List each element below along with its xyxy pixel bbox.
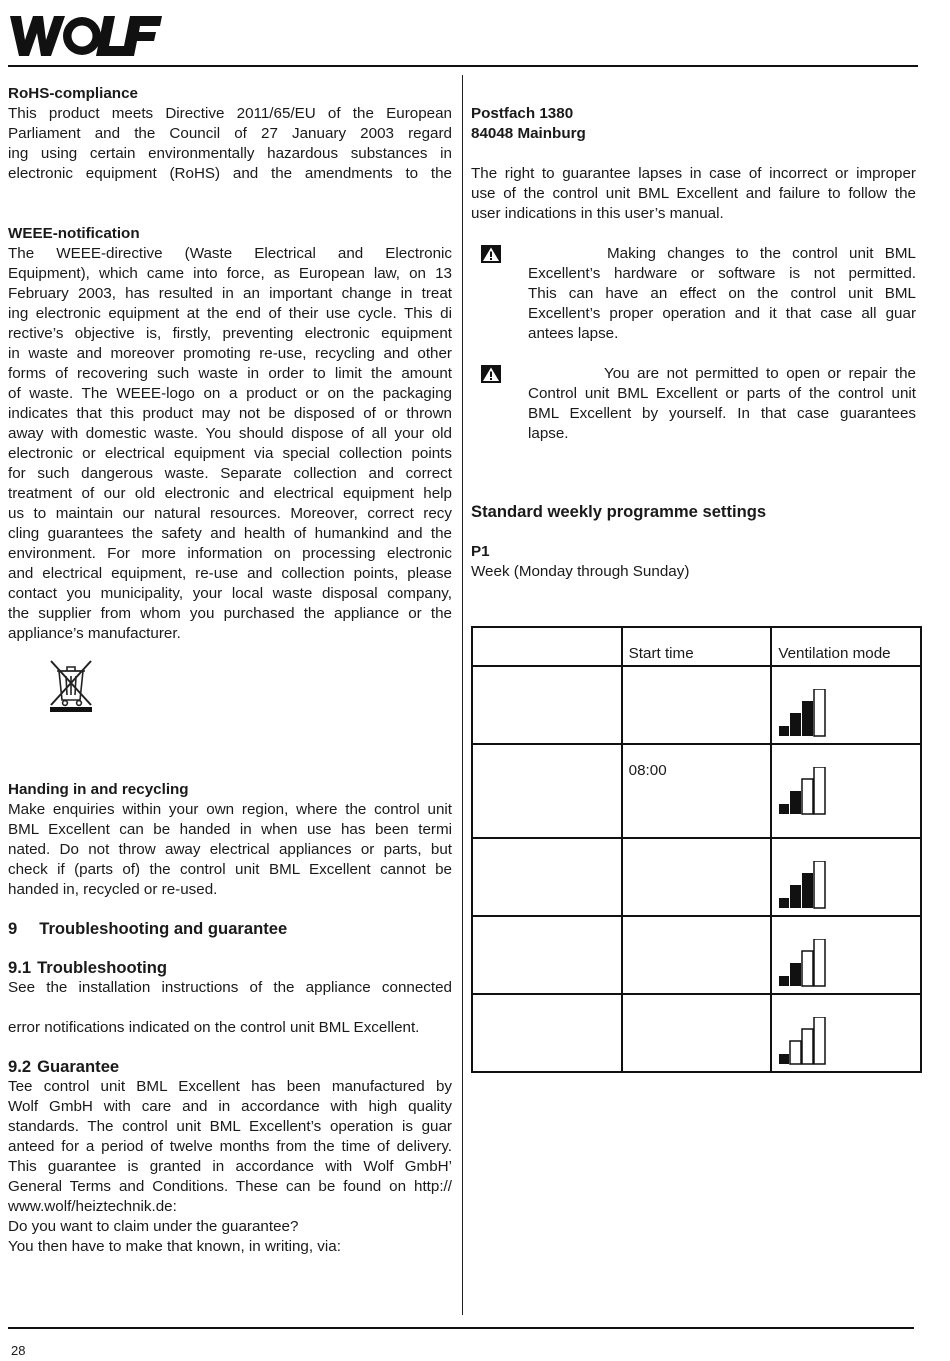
ventilation-bar	[779, 804, 789, 814]
text-line: handed in, recycled or re-used.	[8, 881, 218, 898]
text-line: electronic or electrical equipment via special collection points	[8, 445, 452, 462]
ventilation-bar	[802, 701, 813, 736]
p1-label: P1	[471, 543, 490, 560]
text-line: anteed for a period of twelve months from the time of delivery.	[8, 1138, 452, 1155]
text-line: ing electronic equipment at the end of their use cycle. This di	[8, 305, 452, 322]
text-line: use of the control unit BML Excellent and failure to follow the	[471, 185, 916, 202]
text-line: This guarantee is granted in accordance with Wolf GmbH’	[8, 1158, 452, 1175]
text-line: www.wolf/heiztechnik.de:	[8, 1198, 177, 1215]
section-number: 9.2	[8, 1057, 32, 1076]
text-line: You are not permitted to open or repair the	[604, 365, 916, 382]
programme-heading: Standard weekly programme settings	[471, 502, 767, 521]
section-9-1-heading	[8, 958, 452, 978]
table-row	[472, 838, 921, 916]
ventilation-bar	[779, 1054, 789, 1064]
table-row	[472, 744, 921, 838]
start-time-cell	[622, 838, 772, 916]
ventilation-bar	[814, 939, 825, 986]
address-line-1: Postfach 1380	[471, 105, 574, 122]
day-cell	[472, 916, 622, 994]
ventilation-level-icon	[778, 839, 914, 915]
text-line: check if (parts of) the control unit BML Excellent cannot be	[8, 861, 452, 878]
text-line: The right to guarantee lapses in case of incorrect or improper	[471, 165, 916, 182]
text-line: rective’s objective is, firstly, preventing electronic equipment	[8, 325, 452, 342]
text-line: forms of recovering such waste in order to limit the amount	[8, 365, 452, 382]
text-line: in waste and moreover promoting re-use, recycling and other	[8, 345, 452, 362]
ventilation-bar	[814, 767, 825, 814]
ventilation-bar	[790, 1041, 801, 1064]
text-line: This can have an effect on the control unit BML	[528, 285, 916, 302]
right-column	[471, 104, 916, 582]
text-line: Tee control unit BML Excellent has been manufactured by	[8, 1078, 452, 1095]
text-line: of waste. The WEEE-logo on a product or on the packaging	[8, 385, 452, 402]
p1-description: Week (Monday through Sunday)	[471, 563, 690, 580]
ventilation-bar	[802, 873, 813, 908]
text-line: Excellent’s hardware or software is not permitted.	[528, 265, 916, 282]
left-column	[8, 84, 452, 1257]
text-line: antees lapse.	[528, 325, 619, 342]
day-cell	[472, 744, 622, 838]
text-line: Make enquiries within your own region, where the control unit	[8, 801, 452, 818]
weee-heading: WEEE-notification	[8, 225, 140, 242]
ventilation-mode-cell	[771, 666, 921, 744]
header-cell: Start time	[622, 627, 772, 666]
text-line: ing using certain environmentally hazardous substances in	[8, 145, 452, 162]
warning-block-2	[471, 364, 916, 444]
address-line-2: 84048 Mainburg	[471, 125, 586, 142]
warning-icon	[481, 245, 501, 263]
header-cell: Ventilation mode	[771, 627, 921, 666]
ventilation-mode-cell	[771, 994, 921, 1072]
column-divider	[462, 75, 463, 1315]
text-line: for such dangerous waste. Separate collection and correct	[8, 465, 452, 482]
text-line: Excellent’s proper operation and it that case all guar	[528, 305, 916, 322]
ventilation-bar	[779, 726, 789, 736]
ventilation-bar	[779, 976, 789, 986]
text-line: You then have to make that known, in writing, via:	[8, 1238, 341, 1255]
day-cell	[472, 994, 622, 1072]
text-line: and electrical equipment, re-use and collection points, please	[8, 565, 452, 582]
text-line: February 2003, has resulted in an important change in treat	[8, 285, 452, 302]
section-title: Troubleshooting and guarantee	[39, 919, 288, 938]
text-line: BML Excellent can be handed in when use has been termi	[8, 821, 452, 838]
start-time-cell	[622, 916, 772, 994]
ventilation-bar	[790, 791, 801, 814]
ventilation-level-icon	[778, 745, 914, 821]
ventilation-mode-cell	[771, 916, 921, 994]
text-line: The WEEE-directive (Waste Electrical and Electronic	[8, 245, 452, 262]
guarantee-paragraph	[8, 1077, 452, 1257]
text-line: Wolf GmbH with care and in accordance with high quality	[8, 1098, 452, 1115]
section-9-2-heading	[8, 1057, 452, 1077]
text-line: away with domestic waste. You should dispose of all your old	[8, 425, 452, 442]
text-line: General Terms and Conditions. These can be found on http://	[8, 1178, 452, 1195]
start-time-cell	[622, 994, 772, 1072]
warning-block-1	[471, 244, 916, 344]
troubleshooting-line-2: error notifications indicated on the control unit BML Excellent.	[8, 1019, 420, 1036]
text-line: nated. Do not throw away electrical appliances or parts, but	[8, 841, 452, 858]
warning-icon	[481, 365, 501, 383]
text-line: Parliament and the Council of 27 January 2003 regard	[8, 125, 452, 142]
start-time-cell	[622, 666, 772, 744]
table-row	[472, 916, 921, 994]
ventilation-bar	[814, 1017, 825, 1064]
ventilation-bar	[790, 713, 801, 736]
text-line: Equipment), which came into force, as European law, on 13	[8, 265, 452, 282]
day-cell	[472, 666, 622, 744]
ventilation-level-icon	[778, 995, 914, 1071]
text-line: electronic equipment (RoHS) and the amendments to the	[8, 165, 452, 182]
wolf-logo	[10, 14, 162, 58]
text-line: user indications in this user’s manual.	[471, 205, 724, 222]
table-row	[472, 994, 921, 1072]
rohs-heading: RoHS-compliance	[8, 85, 138, 102]
text-line: lapse.	[528, 425, 569, 442]
text-line: This product meets Directive 2011/65/EU of the European	[8, 105, 452, 122]
text-line: Do you want to claim under the guarantee?	[8, 1218, 299, 1235]
weee-crossed-bin-icon	[48, 658, 94, 712]
ventilation-bar	[814, 861, 825, 908]
section-title: Guarantee	[37, 1057, 120, 1076]
ventilation-bar	[790, 963, 801, 986]
text-line: Control unit BML Excellent or parts of the control unit	[528, 385, 916, 402]
footer-rule	[8, 1327, 914, 1329]
troubleshooting-line-1: See the installation instructions of the appliance connected	[8, 979, 452, 996]
text-line: the supplier from whom you purchased the appliance or the	[8, 605, 452, 622]
weee-paragraph	[8, 244, 452, 644]
handing-heading: Handing in and recycling	[8, 781, 189, 798]
ventilation-mode-cell	[771, 744, 921, 838]
table-header-row	[472, 627, 921, 666]
ventilation-bar	[814, 689, 825, 736]
text-line: appliance’s manufacturer.	[8, 625, 181, 642]
ventilation-level-icon	[778, 667, 914, 743]
section-title: Troubleshooting	[37, 958, 168, 977]
text-line: contact you municipality, your local waste disposal company,	[8, 585, 452, 602]
text-line: us to maintain our natural resources. Moreover, correct recy	[8, 505, 452, 522]
ventilation-bar	[790, 885, 801, 908]
text-line: environment. For more information on processing electronic	[8, 545, 452, 562]
text-line: standards. The control unit BML Excellent’s operation is guar	[8, 1118, 452, 1135]
table-row	[472, 666, 921, 744]
ventilation-bar	[802, 779, 813, 814]
start-time-cell: 08:00	[622, 744, 772, 838]
section-9-heading	[8, 919, 452, 939]
text-line: indicates that this product may not be disposed of or thrown	[8, 405, 452, 422]
page-number: 28	[11, 1343, 26, 1358]
ventilation-bar	[779, 898, 789, 908]
handing-paragraph	[8, 800, 452, 900]
section-number: 9.1	[8, 958, 32, 977]
ventilation-bar	[802, 951, 813, 986]
weekly-programme-table	[471, 626, 922, 1073]
ventilation-bar	[802, 1029, 813, 1064]
guarantee-lapse-paragraph	[471, 164, 916, 224]
text-line: treatment of our old electronic and electrical equipment help	[8, 485, 452, 502]
header-rule	[8, 65, 918, 67]
text-line: Making changes to the control unit BML	[607, 245, 916, 262]
day-cell	[472, 838, 622, 916]
rohs-paragraph	[8, 104, 452, 184]
ventilation-mode-cell	[771, 838, 921, 916]
text-line: cling guarantees the safety and health of humankind and the	[8, 525, 452, 542]
header-cell	[472, 627, 622, 666]
text-line: BML Excellent by yourself. In that case guarantees	[528, 405, 916, 422]
section-number: 9	[8, 919, 18, 938]
ventilation-level-icon	[778, 917, 914, 993]
